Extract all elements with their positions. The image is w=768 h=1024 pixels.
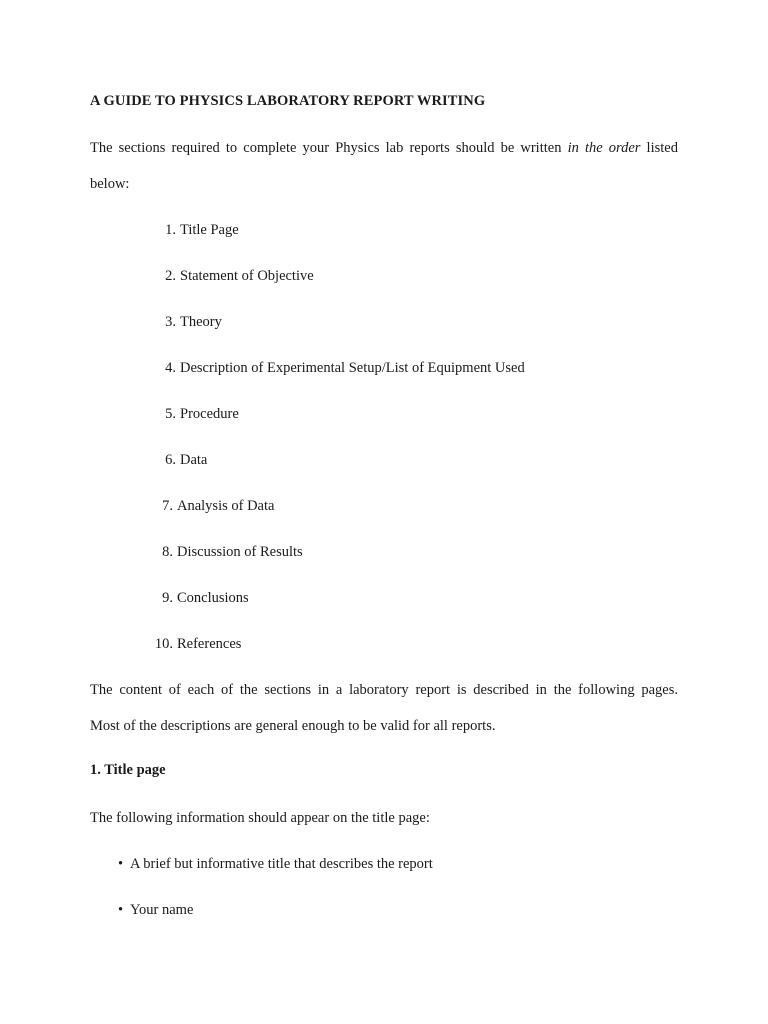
bullet-item-1 [118,854,433,874]
intro-paragraph-line1 [90,138,678,158]
list-label: Discussion of Results [177,544,303,560]
list-label: Statement of Objective [180,268,314,284]
list-label: Description of Experimental Setup/List of Equipment Used [180,360,525,376]
section-list-item-7 [149,496,274,516]
section-list-item-6 [152,450,207,470]
section-list-item-5 [152,404,239,424]
list-number: 9. [162,590,173,606]
list-number: 1. [165,222,176,238]
section-heading-title-page: 1. Title page [90,762,166,778]
title-page-intro: The following information should appear on the title page: [90,810,430,826]
list-number: 5. [165,406,176,422]
list-number: 10. [154,636,173,652]
bullet-marker: • [118,856,124,872]
list-label: Conclusions [177,590,249,606]
intro-text-after: listed [640,140,678,156]
list-number: 2. [165,268,176,284]
list-number: 6. [165,452,176,468]
list-label: Title Page [180,222,239,238]
list-number: 4. [165,360,176,376]
document-title: A GUIDE TO PHYSICS LABORATORY REPORT WRITING [90,93,486,109]
section-list-item-1 [152,220,239,240]
content-paragraph-line2: Most of the descriptions are general enough to be valid for all reports. [90,718,496,734]
list-number: 3. [165,314,176,330]
section-list-item-4 [152,358,525,378]
content-paragraph-line1: The content of each of the sections in a laboratory report is described in the following pages. [90,682,678,698]
bullet-text: A brief but informative title that describes the report [130,856,433,872]
bullet-item-2 [118,900,193,920]
section-list-item-10 [149,634,241,654]
list-label: Analysis of Data [177,498,275,514]
bullet-marker: • [118,902,124,918]
list-label: Procedure [180,406,239,422]
intro-emphasis: in the order [567,140,641,156]
list-label: References [177,636,242,652]
bullet-text: Your name [130,902,194,918]
list-label: Data [180,452,208,468]
list-number: 7. [162,498,173,514]
section-list-item-9 [149,588,249,608]
intro-text-before: The sections required to complete your Physics lab reports should be written [90,140,568,156]
intro-paragraph-line2: below: [90,176,130,192]
section-list-item-8 [149,542,303,562]
section-list-item-2 [152,266,314,286]
list-number: 8. [162,544,173,560]
list-label: Theory [180,314,222,330]
section-list-item-3 [152,312,222,332]
